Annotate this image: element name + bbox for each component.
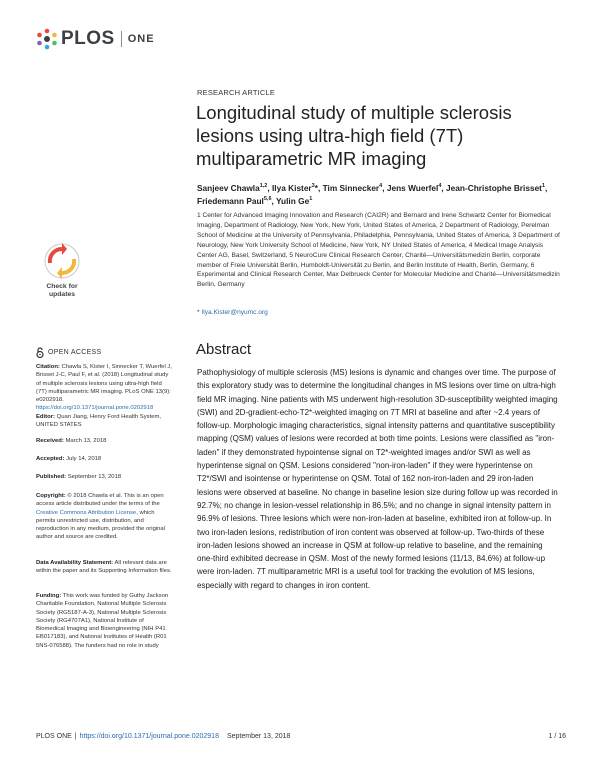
email-link[interactable]: Ilya.Kister@nyumc.org (201, 309, 268, 316)
affiliations: 1 Center for Advanced Imaging Innovation and Research (CAI2R) and Bernard and Irene Schwartz Center for Biomedical Imaging, Department of Radiology, New York, New York, United States of America, 2 Department of Radiology, Perelman School of Medicine at the University of Pennsylvania, Philadelphia, Pennsylvania, United States of America, 3 Department of Neurology, New York University School of Medicine, New York, NY United States of America, 4 Medical Image Analysis Center AG, Basel, Switzerland, 5 NeuroCure Clinical Research Center, Charité—Universitätsmedizin Berlin, corporate member of Freie Universität Berlin, Humboldt-Universität zu Berlin, and Berlin Institute of Health, Berlin, Germany, 6 Experimental and Clinical Research Center, Max Delbrueck Center for Molecular Medicine and Charité—Universitätsmedizin Berlin, Germany (197, 212, 560, 289)
copyright-block: Copyright: © 2018 Chawla et al. This is an open access article distributed under the terms of the Creative Commons Attribution License, which permits unrestricted use, distribution, and reproduction in any medium, provided the original author and source are credited. (36, 493, 166, 541)
corresponding-email: * Ilya.Kister@nyumc.org (197, 309, 268, 316)
open-lock-icon (36, 347, 44, 358)
author-list: Sanjeev Chawla$^{1,2}$, Ilya Kister$^3$*, Tim Sinnecker$^4$, Jens Wuerfel$^4$, Jean-Christophe Brisset$^1$, Friedemann Paul$^{5,6}$, Yulin Ge$^1$ (197, 182, 548, 206)
citation-doi-link[interactable]: https://doi.org/10.1371/journal.pone.0202918 (36, 405, 154, 412)
page-footer (36, 733, 566, 740)
author[interactable]: Yulin Ge$^1$ (275, 195, 313, 206)
logo-plos-text: PLOS (61, 28, 115, 49)
data-availability-block: Data Availability Statement: All relevant data are within the paper and its Supporting Information files. (36, 560, 172, 575)
check-for-updates-icon (34, 241, 90, 281)
author[interactable]: Sanjeev Chawla$^{1,2}$ (197, 182, 268, 193)
logo-divider (121, 31, 122, 47)
footer-separator: | (74, 733, 77, 740)
published-block: Published: September 13, 2018 (36, 474, 122, 480)
footer-date: September 13, 2018 (226, 733, 291, 740)
author[interactable]: Jean-Christophe Brisset$^1$ (446, 182, 546, 193)
footer-doi-link[interactable]: https://doi.org/10.1371/journal.pone.0202918 (79, 733, 219, 740)
citation-block: Citation: Chawla S, Kister I, Sinnecker T, Wuerfel J, Brisset J-C, Paul F, et al. (2018) Longitudinal study of multiple sclerosis lesions using ultra-high field (7T) multiparametric MR imaging. PLoS ONE 13(9): e0202918. https://doi.org/10.1371/journal.pone.0202918 (36, 364, 172, 412)
author[interactable]: Ilya Kister$^3$* (272, 182, 318, 193)
check-for-updates-badge[interactable] (34, 241, 90, 297)
logo-journal-text: ONE (127, 33, 155, 45)
received-block: Received: March 13, 2018 (36, 438, 107, 444)
abstract-heading: Abstract (196, 341, 252, 358)
funding-block: Funding: This work was funded by Guthy Jackson Charitable Foundation, National Multiple Sclerosis Society (RG5187-A-3), National Multiple Sclerosis Society (RG4707A1), National Institute of Biomedical Imaging and Bioengineering (NIH P41 EB017183), and National Institutes of Health (R01 5NS-076588). The funders had no role in study (36, 593, 169, 649)
abstract-text: Pathophysiology of multiple sclerosis (MS) lesions is dynamic and changes over time. The purpose of this exploratory study was to determine the longitudinal changes in MS lesions over time on ultra-high field MR imaging. Nine patients with MS underwent high-resolution 3D-susceptibility weighted imaging (SWI) and 2D-gradient-echo-T2*-weighted imaging on 7T MRI at baseline and after ~2.4 years of follow-up. Morphologic imaging characteristics, signal intensity patterns and quantitative susceptibility mapping (QSM) values of lesions were recorded at both time points. Lesions were classified as "iron-laden" if they demonstrated hypointense signal on T2*-weighted images and/or SWI as well as hyperintense signal on QSM. Lesions considered "non-iron-laden" if they were hyperintense on T2*/SWI and isointense or hyperintense on QSM. Total of 162 non-iron-laden and 29 iron-laden lesions were observed at baseline. No change in baseline lesion size during follow up was recorded in 92.7%; no change in lesion-vessel relationship in 86.5%; and no change in signal intensity pattern in 96.9% of lesions. Three lesions which were non-iron-laden at baseline, exhibited iron at follow-up. In two iron-laden lesions, redistribution of iron content was observed at follow-up. Two-thirds of these iron-laden lesions showed an increase in QSM at follow-up relative to baseline, and the remaining one-third exhibited decrease in QSM. Most of the newly formed lesions (11/13, 84.6%) at follow-up were iron-laden. 7T multiparametric MRI is a useful tool for tracking the evolution of MS lesions, especially with regard to changes in iron content. (197, 368, 558, 590)
accepted-block: Accepted: July 14, 2018 (36, 456, 102, 462)
license-link[interactable]: Creative Commons Attribution License (36, 509, 137, 516)
author[interactable]: Jens Wuerfel$^4$ (386, 182, 442, 193)
plos-logo[interactable] (36, 26, 155, 52)
editor-block: Editor: Quan Jiang, Henry Ford Health System, UNITED STATES (36, 414, 162, 429)
author[interactable]: Friedemann Paul$^{5,6}$ (197, 195, 272, 206)
footer-journal: PLOS ONE (36, 733, 72, 740)
badge-line2: updates (48, 291, 76, 298)
author[interactable]: Tim Sinnecker$^4$ (322, 182, 383, 193)
article-type: RESEARCH ARTICLE (197, 88, 276, 97)
article-title: Longitudinal study of multiple sclerosis lesions using ultra-high field (7T) multiparametric MR imaging (196, 102, 512, 169)
page-number: 1 / 16 (548, 733, 566, 740)
badge-line1: Check for (46, 283, 78, 290)
open-access-label: OPEN ACCESS (36, 347, 101, 358)
plos-dots-icon (36, 28, 58, 50)
